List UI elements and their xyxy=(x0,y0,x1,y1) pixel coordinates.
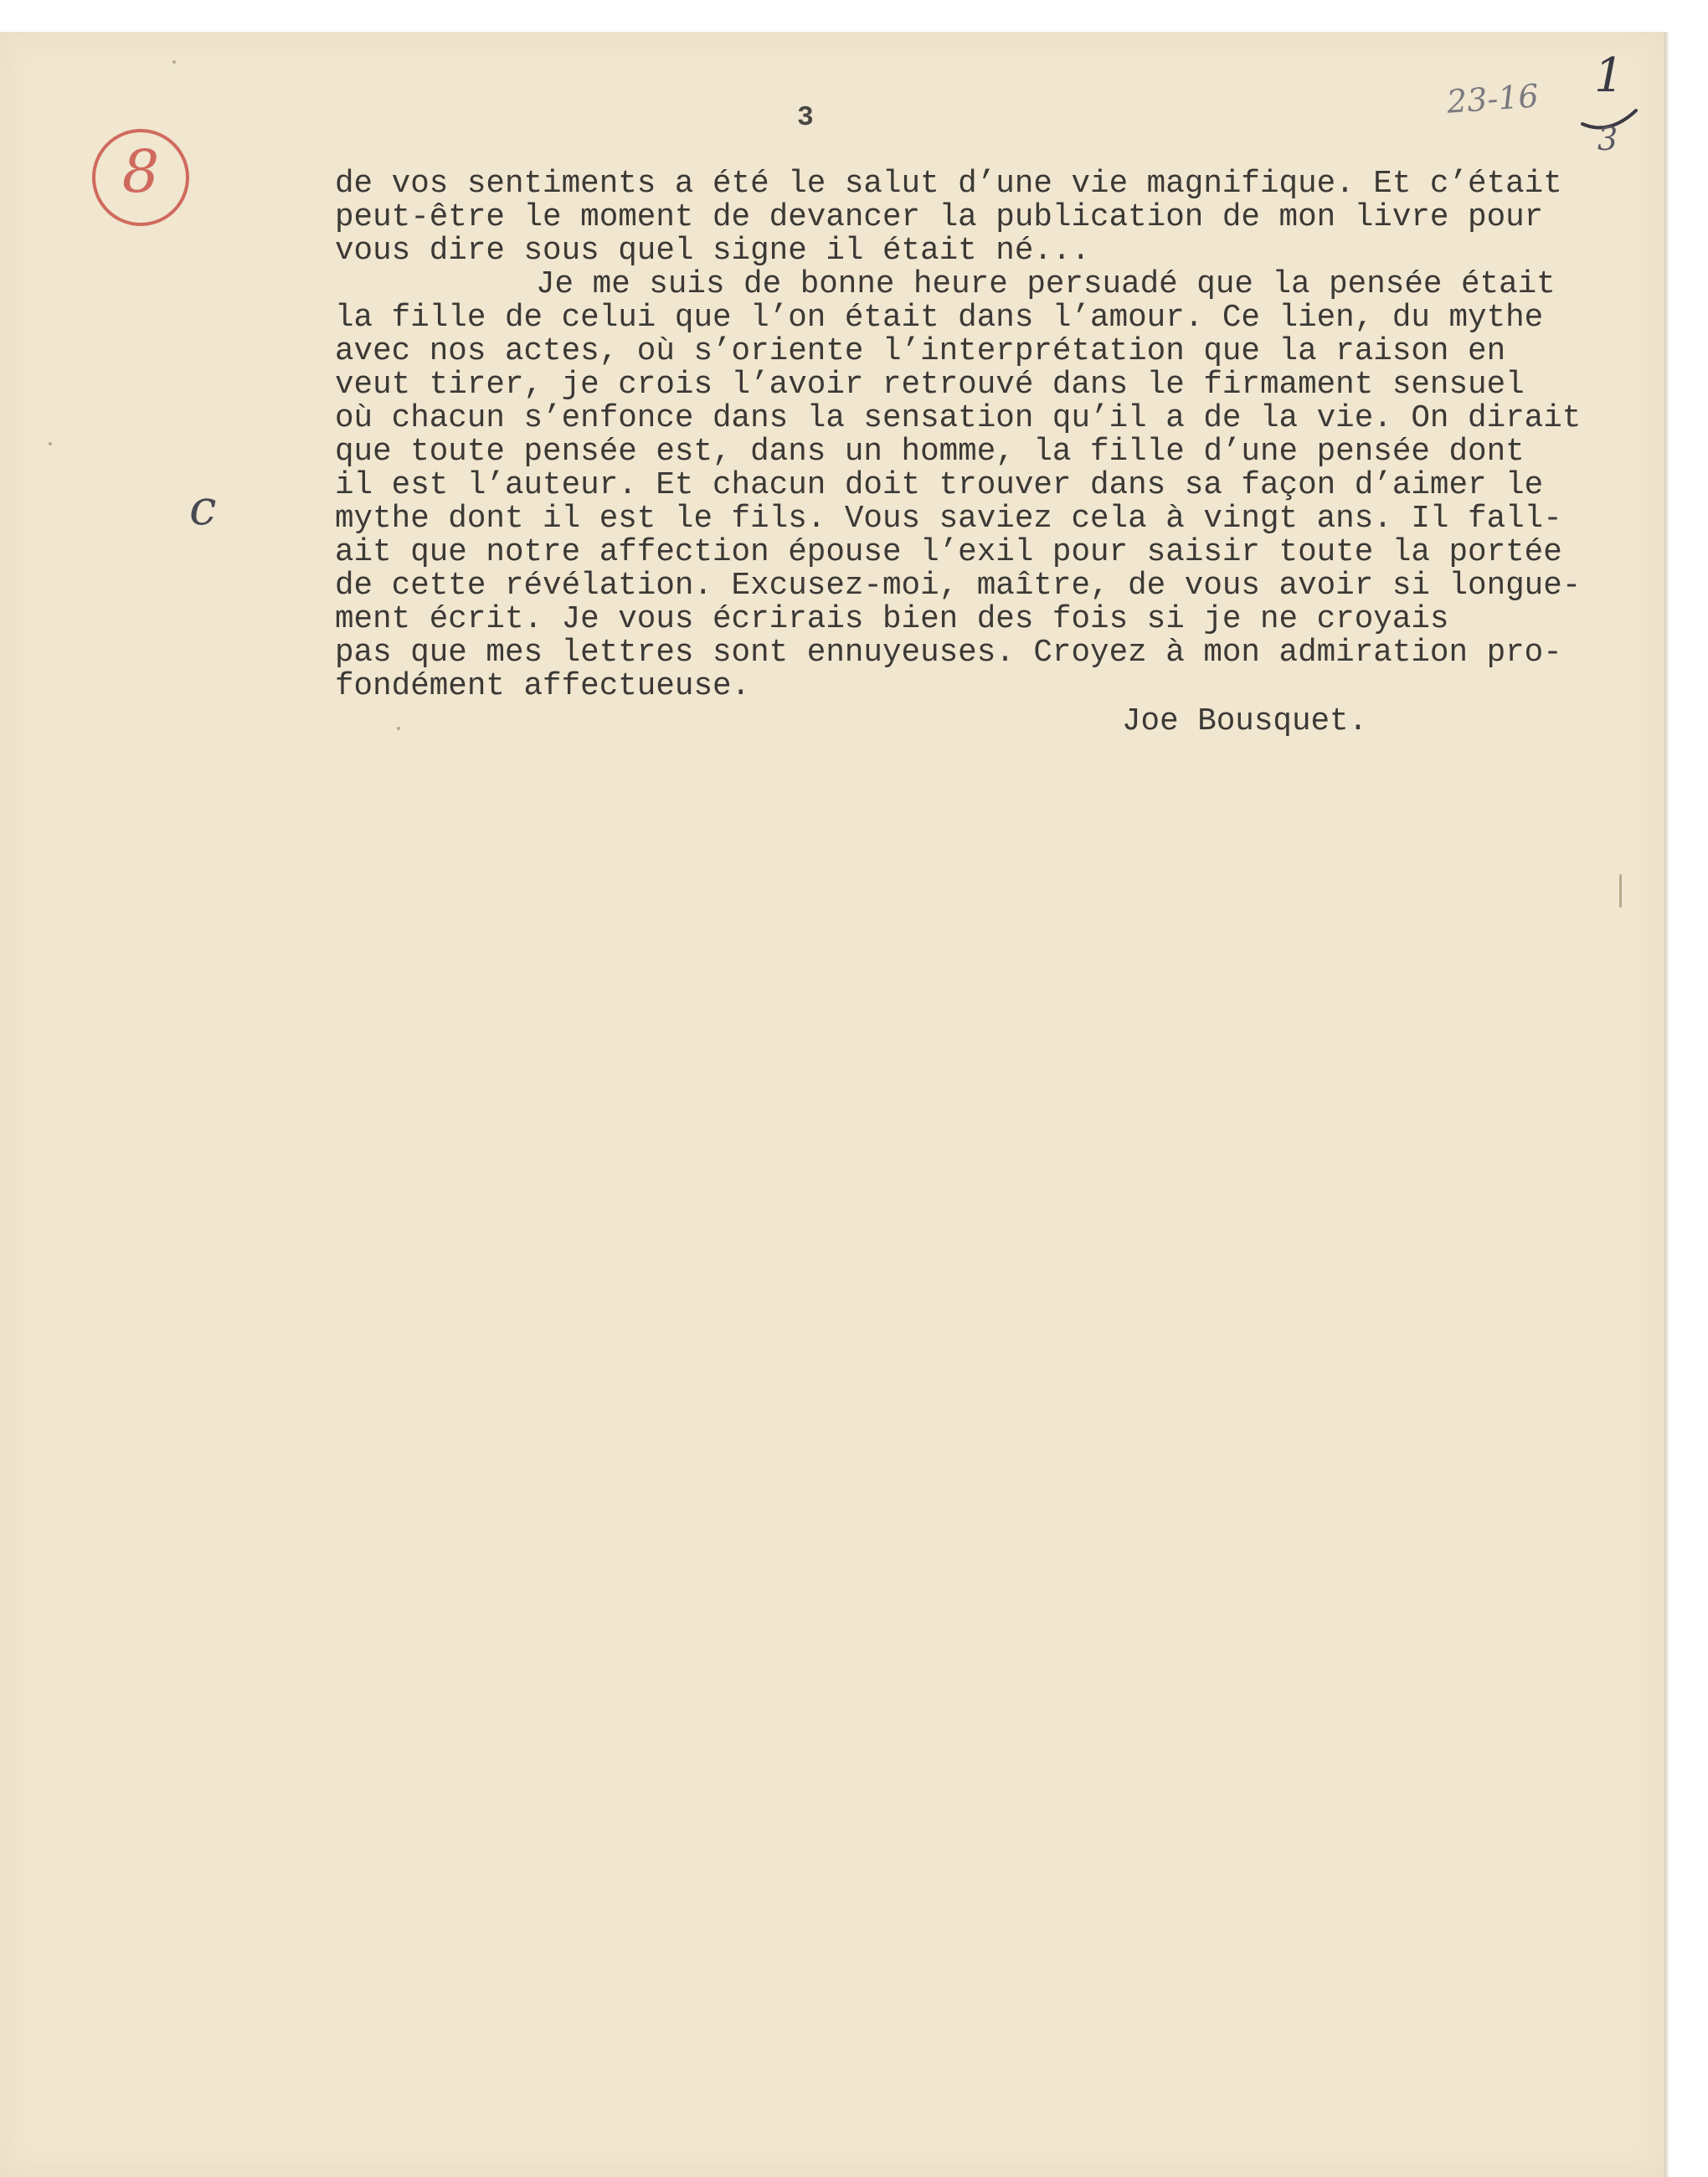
left-margin-mark: c xyxy=(189,479,217,536)
paper-speck xyxy=(172,60,176,64)
page-number: 3 xyxy=(797,102,814,133)
letter-line: pas que mes lettres sont ennuyeuses. Croyez à mon admiration pro- xyxy=(335,636,1562,671)
paper-speck xyxy=(397,727,400,730)
letter-body xyxy=(335,167,1675,703)
paper-speck xyxy=(49,442,52,445)
archive-number: 23-16 xyxy=(1445,77,1540,121)
folio-bottom: 3 xyxy=(1597,121,1618,157)
red-circled-mark xyxy=(89,122,193,231)
letter-line: ait que notre affection épouse l’exil pour saisir toute la portée xyxy=(335,535,1562,570)
letter-line: que toute pensée est, dans un homme, la fille d’une pensée dont xyxy=(335,435,1525,470)
letter-line: mythe dont il est le fils. Vous saviez cela à vingt ans. Il fall- xyxy=(335,502,1562,537)
letter-line: il est l’auteur. Et chacun doit trouver dans sa façon d’aimer le xyxy=(335,468,1544,503)
letter-line: peut-être le moment de devancer la publication de mon livre pour xyxy=(335,200,1544,235)
red-circle-number: 8 xyxy=(121,137,160,206)
folio-mark xyxy=(1576,49,1643,166)
letter-line: Je me suis de bonne heure persuadé que la pensée était xyxy=(536,267,1556,302)
letter-line: de vos sentiments a été le salut d’une vie magnifique. Et c’était xyxy=(335,167,1562,202)
folio-top: 1 xyxy=(1594,49,1624,103)
letter-line: fondément affectueuse. xyxy=(335,669,751,704)
letter-line: ment écrit. Je vous écrirais bien des fois si je ne croyais xyxy=(335,602,1449,637)
letter-line: avec nos actes, où s’oriente l’interprétation que la raison en xyxy=(335,334,1506,369)
letter-line: de cette révélation. Excusez-moi, maître, de vous avoir si longue- xyxy=(335,569,1582,604)
letter-line: veut tirer, je crois l’avoir retrouvé dans le firmament sensuel xyxy=(335,368,1525,403)
letter-line: la fille de celui que l’on était dans l’amour. Ce lien, du mythe xyxy=(335,301,1544,336)
signature: Joe Bousquet. xyxy=(1122,704,1368,739)
paper-speck xyxy=(1619,874,1622,908)
letter-line: où chacun s’enfonce dans la sensation qu’il a de la vie. On dirait xyxy=(335,401,1582,436)
letter-line: vous dire sous quel signe il était né... xyxy=(335,234,1091,269)
